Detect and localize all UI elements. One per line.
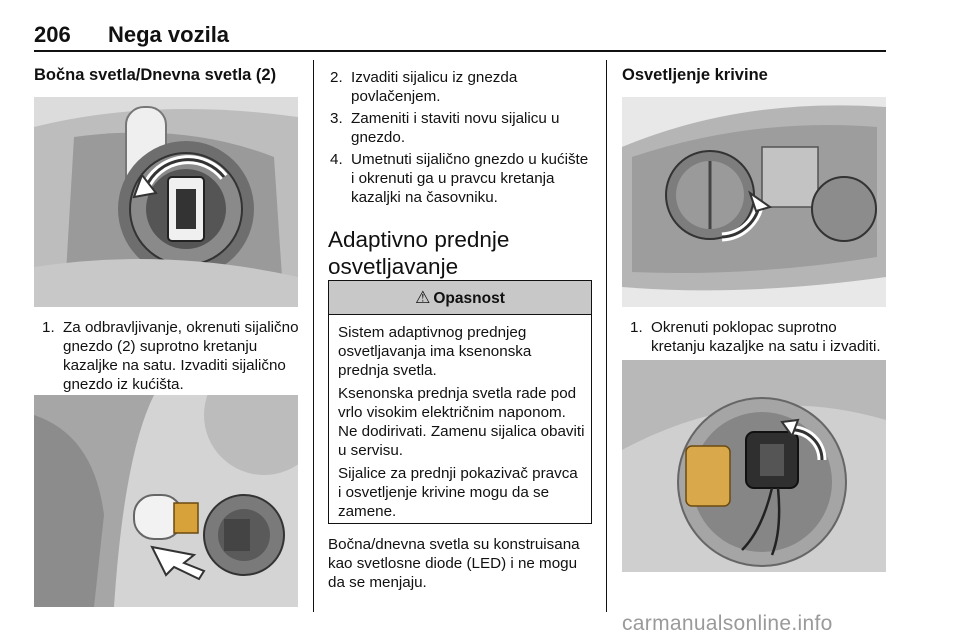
column-divider-1 [313, 60, 314, 612]
step-number: 1. [42, 319, 55, 336]
warning-paragraph: Ksenonska prednja svetla rade pod vrlo visokim električnim naponom. Ne dodirivati. Zamenu sijalica obaviti u servisu. [338, 385, 585, 459]
warning-title: Opasnost [433, 290, 505, 307]
warning-header [329, 281, 591, 315]
headlamp-cover-drawing [622, 97, 886, 307]
step-number: 3. [330, 110, 343, 127]
warning-box [328, 280, 592, 524]
step-number: 4. [330, 151, 343, 168]
page-number: 206 [34, 22, 71, 47]
step-text: Okrenuti poklopac suprotno kretanju kazaljke na satu i izvaditi. [651, 319, 881, 355]
led-note: Bočna/dnevna svetla su konstruisana kao svetlosne diode (LED) i ne mogu da se menjaju. [328, 536, 580, 591]
page-header [34, 22, 886, 50]
step-number: 2. [330, 69, 343, 86]
warning-triangle-icon: ⚠ [415, 288, 431, 307]
warning-paragraph: Sistem adaptivnog prednjeg osvetljavanja ima ksenonska prednja svetla. [338, 324, 532, 379]
chapter-title: Nega vozila [108, 22, 230, 47]
illustration-bulb-socket-rotate [34, 97, 298, 307]
column-divider-2 [606, 60, 607, 612]
cornering-bulb-drawing [622, 360, 886, 572]
warning-paragraph: Sijalice za prednji pokazivač pravca i osvetljenje krivine mogu da se zamene. [338, 465, 578, 520]
step-text: Zameniti i staviti novu sijalicu u gnezdo. [351, 110, 560, 146]
step-text: Izvaditi sijalicu iz gnezda povlačenjem. [351, 69, 518, 105]
step-text: Za odbravljivanje, okrenuti sijalično gnezdo (2) suprotno kretanju kazaljke na satu. Izvaditi sijalično gnezdo iz kućišta. [63, 319, 299, 393]
watermark: carmanualsonline.info [622, 612, 833, 635]
step-text: Umetnuti sijalično gnezdo u kućište i okrenuti ga u pravcu kretanja kazaljki na časovniku. [351, 151, 589, 206]
illustration-headlamp-cover [622, 97, 886, 307]
section-title-cornering-light: Osvetljenje krivine [622, 66, 768, 84]
bulb-removal-drawing [34, 395, 298, 607]
socket-rotate-drawing [34, 97, 298, 307]
header-rule [34, 50, 886, 52]
heading-adaptive-lighting: Adaptivno prednje osvetljavanje [328, 227, 510, 279]
illustration-bulb-removal [34, 395, 298, 607]
illustration-cornering-bulb [622, 360, 886, 572]
step-number: 1. [630, 319, 643, 336]
section-title-side-lights: Bočna svetla/Dnevna svetla (2) [34, 66, 277, 84]
